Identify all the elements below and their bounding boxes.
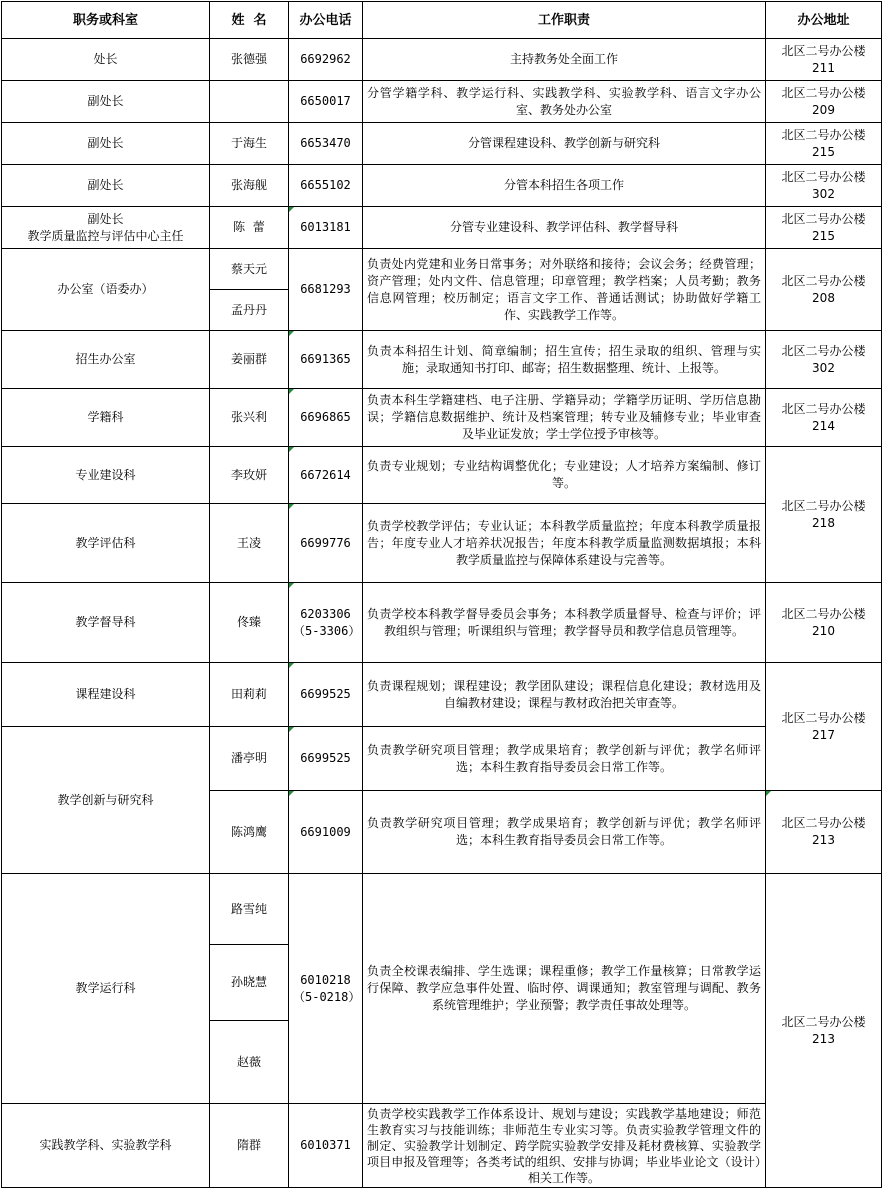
address-room: 215 — [812, 144, 835, 159]
duty-cell: 负责学校本科教学督导委员会事务；本科教学质量督导、检查与评价；评教组织与管理；听课组织与管理；教学督导员和教学信息员管理等。 — [363, 583, 766, 663]
position-line: 教学质量监控与评估中心主任 — [27, 228, 184, 243]
position-cell: 实践教学科、实验教学科 — [2, 1104, 210, 1188]
duty-cell: 分管课程建设科、教学创新与研究科 — [363, 123, 766, 165]
table-row — [2, 447, 882, 504]
name-cell: 赵薇 — [210, 1021, 289, 1104]
table-row — [2, 123, 882, 165]
address-building: 北区二号办公楼 — [781, 127, 866, 142]
duty-cell: 分管本科招生各项工作 — [363, 165, 766, 207]
header-position: 职务或科室 — [2, 2, 210, 39]
position-cell: 处长 — [2, 39, 210, 81]
name-cell: 张海舰 — [210, 165, 289, 207]
address-cell — [766, 81, 882, 123]
address-room: 218 — [812, 515, 835, 530]
position-cell: 课程建设科 — [2, 663, 210, 727]
position-cell: 教学创新与研究科 — [2, 727, 210, 874]
name-cell: 姜丽群 — [210, 331, 289, 389]
table-row — [2, 331, 882, 389]
table-row — [2, 39, 882, 81]
address-room: 302 — [812, 186, 835, 201]
table-row — [2, 81, 882, 123]
phone-cell: 6650017 — [289, 81, 363, 123]
phone-cell: 6655102 — [289, 165, 363, 207]
address-building: 北区二号办公楼 — [781, 710, 866, 725]
address-cell — [766, 123, 882, 165]
table-row — [2, 249, 882, 290]
address-room: 208 — [812, 290, 835, 305]
table-row — [2, 389, 882, 447]
table-row — [2, 727, 882, 791]
address-room: 209 — [812, 102, 835, 117]
name-cell: 潘亭明 — [210, 727, 289, 791]
name-cell — [210, 81, 289, 123]
duty-cell: 负责教学研究项目管理；教学成果培育；教学创新与评优；教学名师评选；本科生教育指导委员会日常工作等。 — [363, 791, 766, 874]
address-building: 北区二号办公楼 — [781, 85, 866, 100]
phone-number: 6010218 — [300, 972, 351, 987]
name-cell: 孙晓慧 — [210, 945, 289, 1021]
phone-extension: （5-0218） — [293, 989, 361, 1004]
phone-cell: 6692962 — [289, 39, 363, 81]
header-duty: 工作职责 — [363, 2, 766, 39]
name-cell: 李玫妍 — [210, 447, 289, 504]
table-row — [2, 207, 882, 249]
staff-directory-table — [1, 1, 882, 1188]
address-building: 北区二号办公楼 — [781, 1014, 866, 1029]
name-cell: 陈 蕾 — [210, 207, 289, 249]
position-cell: 招生办公室 — [2, 331, 210, 389]
address-building: 北区二号办公楼 — [781, 343, 866, 358]
table-row — [2, 874, 882, 945]
name-cell: 佟臻 — [210, 583, 289, 663]
address-cell — [766, 389, 882, 447]
duty-cell: 负责教学研究项目管理；教学成果培育；教学创新与评优；教学名师评选；本科生教育指导委员会日常工作等。 — [363, 727, 766, 791]
name-cell: 陈鸿鹰 — [210, 791, 289, 874]
name-cell: 孟丹丹 — [210, 290, 289, 331]
address-building: 北区二号办公楼 — [781, 401, 866, 416]
phone-extension: （5-3306） — [293, 623, 361, 638]
address-cell — [766, 874, 882, 1188]
address-room: 215 — [812, 228, 835, 243]
duty-cell: 负责本科生学籍建档、电子注册、学籍异动；学籍学历证明、学历信息勘误；学籍信息数据维护、统计及档案管理；转专业及辅修专业；毕业审查及毕业证发放；学士学位授予审核等。 — [363, 389, 766, 447]
duty-cell: 负责处内党建和业务日常事务；对外联络和接待；会议会务；经费管理；资产管理；处内文件、信息管理；印章管理；教学档案；人员考勤；教务信息网管理；校历制定；语言文字工作、普通话测试；协助做好学籍工作、实践教学工作等。 — [363, 249, 766, 331]
address-room: 302 — [812, 360, 835, 375]
address-room: 213 — [812, 1031, 835, 1046]
address-cell — [766, 39, 882, 81]
table-row — [2, 583, 882, 663]
name-cell: 路雪纯 — [210, 874, 289, 945]
header-address: 办公地址 — [766, 2, 882, 39]
position-cell: 教学运行科 — [2, 874, 210, 1104]
phone-cell: 6691009 — [289, 791, 363, 874]
header-phone: 办公电话 — [289, 2, 363, 39]
name-cell: 张兴利 — [210, 389, 289, 447]
address-building: 北区二号办公楼 — [781, 211, 866, 226]
name-cell: 王凌 — [210, 504, 289, 583]
duty-cell: 负责学校实践教学工作体系设计、规划与建设；实践教学基地建设；师范生教育实习与技能训练；非师范生专业实习等。负责实验教学管理文件的制定、实验教学计划制定、跨学院实验教学安排及耗材费核算、实验教学项目申报及管理等；各类考试的组织、安排与协调；毕业毕业论文（设计）相关工作等。 — [363, 1104, 766, 1188]
address-room: 217 — [812, 727, 835, 742]
duty-cell: 主持教务处全面工作 — [363, 39, 766, 81]
position-cell — [2, 207, 210, 249]
position-cell: 专业建设科 — [2, 447, 210, 504]
address-cell — [766, 447, 882, 583]
phone-cell: 6010371 — [289, 1104, 363, 1188]
table-row — [2, 504, 882, 583]
name-cell: 于海生 — [210, 123, 289, 165]
address-room: 214 — [812, 418, 835, 433]
address-building: 北区二号办公楼 — [781, 169, 866, 184]
address-cell — [766, 207, 882, 249]
name-cell: 田莉莉 — [210, 663, 289, 727]
address-cell — [766, 331, 882, 389]
address-building: 北区二号办公楼 — [781, 498, 866, 513]
position-cell: 教学评估科 — [2, 504, 210, 583]
duty-cell: 负责全校课表编排、学生选课；课程重修；教学工作量核算；日常教学运行保障、教学应急事件处置、临时停、调课通知；教室管理与调配、教务系统管理维护；学业预警；教学责任事故处理等。 — [363, 874, 766, 1104]
position-cell: 副处长 — [2, 81, 210, 123]
position-cell: 办公室（语委办） — [2, 249, 210, 331]
address-room: 210 — [812, 623, 835, 638]
duty-cell: 负责专业规划；专业结构调整优化；专业建设；人才培养方案编制、修订等。 — [363, 447, 766, 504]
address-cell — [766, 791, 882, 874]
name-cell: 张德强 — [210, 39, 289, 81]
duty-cell: 负责本科招生计划、简章编制；招生宣传；招生录取的组织、管理与实施；录取通知书打印、邮寄；招生数据整理、统计、上报等。 — [363, 331, 766, 389]
name-cell: 隋群 — [210, 1104, 289, 1188]
phone-cell: 6691365 — [289, 331, 363, 389]
position-cell: 副处长 — [2, 165, 210, 207]
table-row — [2, 165, 882, 207]
phone-cell: 6699776 — [289, 504, 363, 583]
header-row — [2, 2, 882, 39]
phone-number: 6203306 — [300, 606, 351, 621]
position-cell: 副处长 — [2, 123, 210, 165]
phone-cell: 6653470 — [289, 123, 363, 165]
address-room: 213 — [812, 833, 835, 847]
phone-cell — [289, 874, 363, 1104]
position-cell: 学籍科 — [2, 389, 210, 447]
position-cell: 教学督导科 — [2, 583, 210, 663]
position-line: 副处长 — [87, 211, 124, 226]
address-building: 北区二号办公楼 — [781, 43, 866, 58]
duty-cell: 分管专业建设科、教学评估科、教学督导科 — [363, 207, 766, 249]
phone-cell: 6696865 — [289, 389, 363, 447]
table-row — [2, 663, 882, 727]
phone-cell: 6681293 — [289, 249, 363, 331]
duty-cell: 分管学籍学科、教学运行科、实践教学科、实验教学科、语言文字办公室、教务处办公室 — [363, 81, 766, 123]
address-cell — [766, 663, 882, 791]
address-building: 北区二号办公楼 — [781, 816, 866, 830]
phone-cell: 6013181 — [289, 207, 363, 249]
address-cell — [766, 249, 882, 331]
duty-cell: 负责学校教学评估；专业认证；本科教学质量监控；年度本科教学质量报告；年度专业人才培养状况报告；年度本科教学质量监测数据填报；本科教学质量监控与保障体系建设与完善等。 — [363, 504, 766, 583]
name-cell: 蔡天元 — [210, 249, 289, 290]
duty-cell: 负责课程规划；课程建设；教学团队建设；课程信息化建设；教材选用及自编教材建设；课程与教材政治把关审查等。 — [363, 663, 766, 727]
address-building: 北区二号办公楼 — [781, 606, 866, 621]
phone-cell: 6699525 — [289, 663, 363, 727]
phone-cell: 6672614 — [289, 447, 363, 504]
header-name: 姓 名 — [210, 2, 289, 39]
address-cell — [766, 165, 882, 207]
table-row — [2, 1104, 882, 1188]
phone-cell — [289, 583, 363, 663]
address-room: 211 — [812, 60, 835, 75]
address-building: 北区二号办公楼 — [781, 273, 866, 288]
address-cell — [766, 583, 882, 663]
phone-cell: 6699525 — [289, 727, 363, 791]
